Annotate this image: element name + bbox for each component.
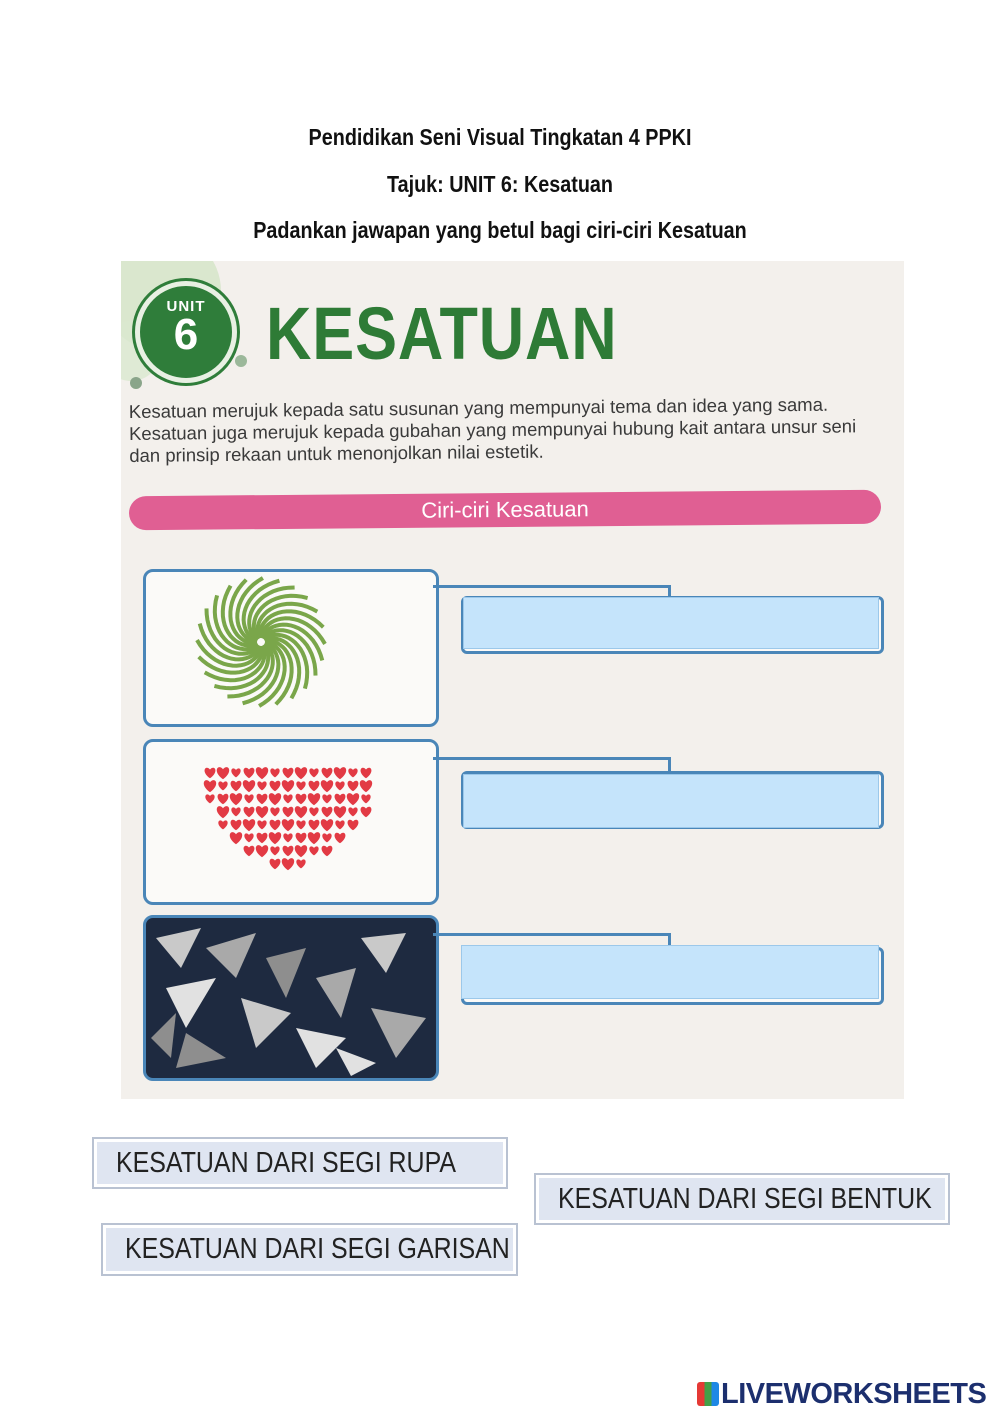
small-heart: [270, 859, 281, 870]
small-heart: [218, 794, 229, 805]
small-heart: [296, 833, 307, 844]
grey-triangle: [206, 933, 256, 978]
small-heart: [360, 780, 372, 792]
small-heart: [321, 819, 333, 831]
small-heart: [230, 832, 242, 844]
small-heart: [296, 781, 305, 790]
small-heart: [309, 807, 318, 816]
worksheet-instruction: Padankan jawapan yang betul bagi ciri-ciri Kesatuan: [253, 217, 747, 243]
small-heart: [348, 807, 357, 816]
small-heart: [244, 794, 253, 803]
small-heart: [257, 781, 266, 790]
grey-triangle: [241, 998, 291, 1048]
small-heart: [335, 820, 344, 829]
textbook-page-photo: [121, 261, 904, 1099]
small-heart: [296, 794, 307, 805]
small-heart: [334, 767, 346, 779]
liveworksheets-logo: [697, 1378, 986, 1412]
grey-triangle: [156, 928, 201, 968]
small-heart: [270, 807, 279, 816]
small-heart: [295, 806, 307, 818]
intro-paragraph: Kesatuan merujuk kepada satu susunan yang mempunyai tema dan idea yang sama. Kesatuan juga merujuk kepada gubahan yang mempunyai hubung kait antara unsur seni dan prinsip rekaan untuk menonjolkan nilai estetik.: [128, 393, 857, 466]
grey-triangle: [316, 968, 356, 1018]
small-heart: [335, 794, 346, 805]
small-heart: [218, 781, 227, 790]
small-heart: [347, 793, 359, 805]
small-heart: [361, 768, 372, 779]
grey-triangle: [151, 1013, 176, 1058]
small-heart: [244, 846, 255, 857]
answer-tile-rupa[interactable]: [92, 1137, 508, 1189]
answer-tile-label: KESATUAN DARI SEGI RUPA: [116, 1147, 456, 1179]
small-heart: [295, 845, 307, 857]
small-heart: [283, 807, 294, 818]
drop-zone-3[interactable]: [461, 945, 879, 999]
picture-frame-hearts: [143, 739, 439, 905]
small-heart: [282, 780, 294, 792]
small-heart: [309, 781, 320, 792]
small-heart: [270, 768, 279, 777]
answer-tile-label: KESATUAN DARI SEGI BENTUK: [558, 1183, 932, 1215]
small-heart: [244, 807, 255, 818]
small-heart: [243, 780, 255, 792]
small-heart: [283, 833, 292, 842]
small-heart: [335, 833, 346, 844]
unit-label: UNIT: [166, 298, 206, 315]
unit-title: KESATUAN: [266, 292, 618, 375]
small-heart: [361, 794, 370, 803]
worksheet-subject: Pendidikan Seni Visual Tingkatan 4 PPKI: [308, 124, 692, 150]
small-heart: [244, 833, 253, 842]
grey-triangle: [176, 1033, 226, 1068]
small-heart: [309, 768, 318, 777]
small-heart: [270, 820, 281, 831]
worksheet-topic: Tajuk: UNIT 6: Kesatuan: [386, 171, 614, 197]
small-heart: [283, 846, 294, 857]
small-heart: [256, 845, 268, 857]
small-heart: [231, 820, 242, 831]
small-heart: [231, 768, 240, 777]
small-heart: [322, 807, 333, 818]
small-heart: [308, 793, 320, 805]
small-heart: [231, 807, 240, 816]
drop-zone-1[interactable]: [463, 597, 879, 649]
answer-tile-garisan[interactable]: [101, 1223, 518, 1276]
small-heart: [270, 781, 281, 792]
small-heart: [322, 846, 333, 857]
small-heart: [244, 768, 255, 779]
liveworksheets-logo-icon: [697, 1382, 719, 1406]
section-title-bar: Ciri-ciri Kesatuan: [129, 490, 881, 531]
small-heart: [230, 793, 242, 805]
small-heart: [204, 780, 216, 792]
small-heart: [321, 780, 333, 792]
small-heart: [269, 832, 281, 844]
picture-frame-triangles: [143, 915, 439, 1081]
small-heart: [282, 858, 294, 870]
small-heart: [270, 846, 279, 855]
small-heart: [282, 819, 294, 831]
small-heart: [348, 820, 359, 831]
small-heart: [348, 768, 357, 777]
small-heart: [269, 793, 281, 805]
small-heart: [348, 781, 359, 792]
small-heart: [217, 806, 229, 818]
small-heart: [218, 820, 227, 829]
small-heart: [309, 820, 320, 831]
small-heart: [256, 806, 268, 818]
small-heart: [322, 833, 331, 842]
grey-triangles-image: [146, 918, 436, 1078]
red-hearts-image: [146, 742, 436, 902]
small-heart: [231, 781, 242, 792]
brand-name: LIVEWORKSHEETS: [721, 1378, 987, 1410]
grey-triangle: [296, 1028, 346, 1068]
small-heart: [257, 833, 268, 844]
drop-zone-2[interactable]: [463, 774, 879, 828]
small-heart: [295, 767, 307, 779]
small-heart: [283, 794, 292, 803]
small-heart: [296, 820, 305, 829]
small-heart: [308, 832, 320, 844]
small-heart: [283, 768, 294, 779]
grey-triangle: [336, 1048, 376, 1076]
small-heart: [361, 807, 372, 818]
grey-triangle: [371, 1008, 426, 1058]
small-heart: [322, 794, 331, 803]
answer-tile-label: KESATUAN DARI SEGI GARISAN: [125, 1233, 510, 1265]
small-heart: [257, 794, 268, 805]
small-heart: [217, 767, 229, 779]
green-spiral-image: [146, 572, 436, 724]
grey-triangle: [361, 933, 406, 973]
picture-frame-spiral: [143, 569, 439, 727]
small-heart: [243, 819, 255, 831]
small-heart: [257, 820, 266, 829]
answer-tile-bentuk[interactable]: [534, 1173, 950, 1225]
unit-badge: [135, 281, 237, 383]
small-heart: [309, 846, 318, 855]
small-heart: [334, 806, 346, 818]
grey-triangle: [266, 948, 306, 998]
small-heart: [335, 781, 344, 790]
small-heart: [205, 794, 214, 803]
unit-number: 6: [173, 310, 199, 359]
small-heart: [256, 767, 268, 779]
small-heart: [205, 768, 216, 779]
small-heart: [322, 768, 333, 779]
small-heart: [296, 859, 305, 868]
